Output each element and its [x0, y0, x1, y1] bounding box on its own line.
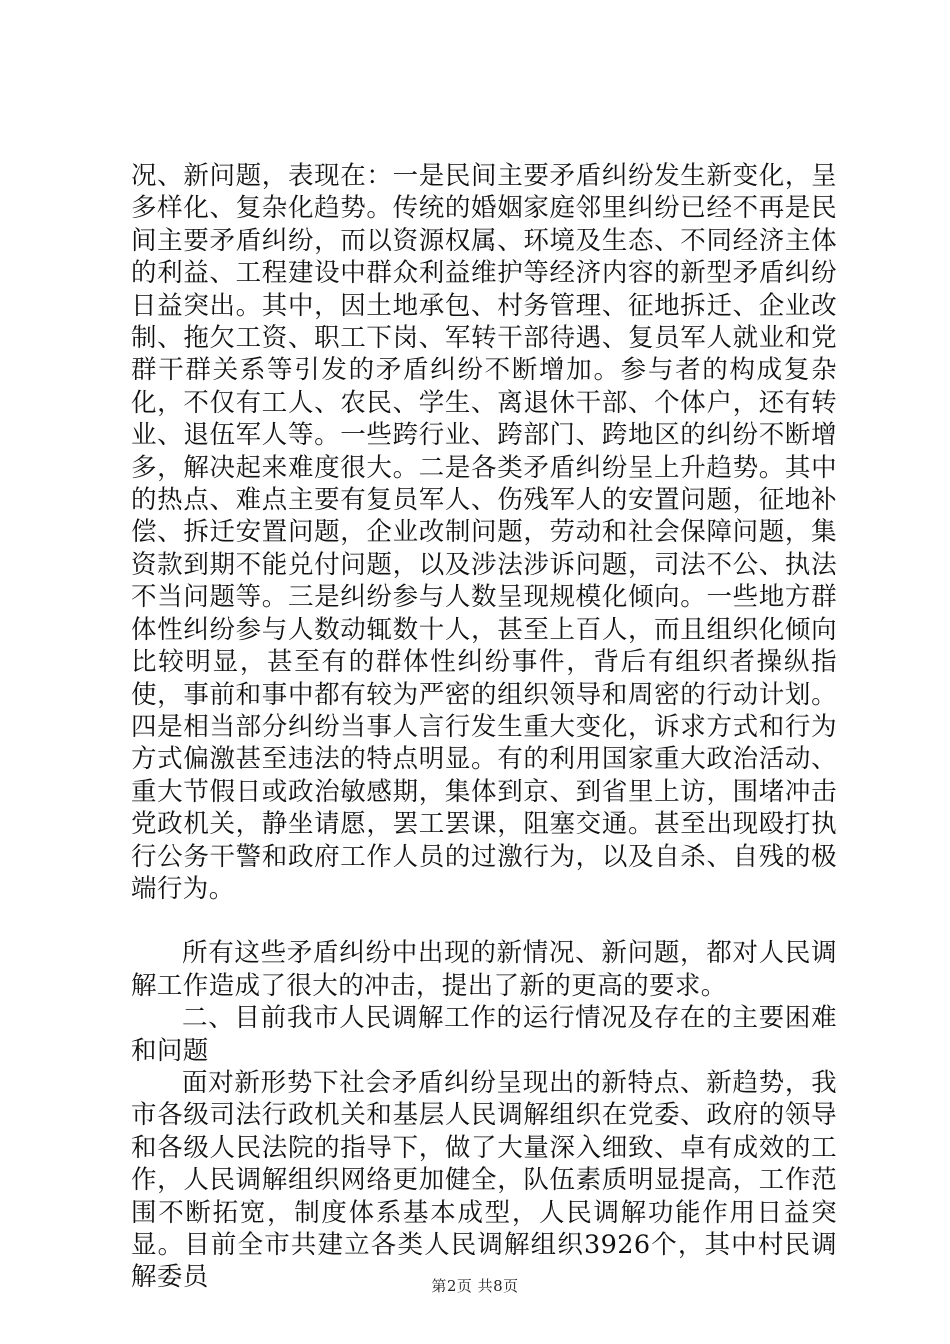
- page-number-footer: 第2页 共8页: [431, 1277, 519, 1295]
- paragraph-continuation: 况、新问题，表现在：一是民间主要矛盾纠纷发生新变化，呈多样化、复杂化趋势。传统的婚姻家庭邻里纠纷已经不再是民间主要矛盾纠纷，而以资源权属、环境及生态、不同经济主体的利益、工程建设中群众利益维护等经济内容的新型矛盾纠纷日益突出。其中，因土地承包、村务管理、征地拆迁、企业改制、拖欠工资、职工下岗、军转干部待遇、复员军人就业和党群干群关系等引发的矛盾纠纷不断增加。参与者的构成复杂化，不仅有工人、农民、学生、离退休干部、个体户，还有转业、退伍军人等。一些跨行业、跨部门、跨地区的纠纷不断增多，解决起来难度很大。二是各类矛盾纠纷呈上升趋势。其中的热点、难点主要有复员军人、伤残军人的安置问题，征地补偿、拆迁安置问题，企业改制问题，劳动和社会保障问题，集资款到期不能兑付问题，以及涉法涉诉问题，司法不公、执法不当问题等。三是纠纷参与人数呈现规模化倾向。一些地方群体性纠纷参与人数动辄数十人，甚至上百人，而且组织化倾向比较明显，甚至有的群体性纠纷事件，背后有组织者操纵指使，事前和事中都有较为严密的组织领导和周密的行动计划。四是相当部分纠纷当事人言行发生重大变化，诉求方式和行为方式偏激甚至违法的特点明显。有的利用国家重大政治活动、重大节假日或政治敏感期，集体到京、到省里上访，围堵冲击党政机关，静坐请愿，罢工罢课，阻塞交通。甚至出现殴打执行公务干警和政府工作人员的过激行为，以及自杀、自残的极端行为。: [131, 161, 837, 904]
- section-heading: 二、目前我市人民调解工作的运行情况及存在的主要困难和问题: [131, 1003, 837, 1066]
- paragraph-operation: 面对新形势下社会矛盾纠纷呈现出的新特点、新趋势，我市各级司法行政机关和基层人民调解组织在党委、政府的领导和各级人民法院的指导下，做了大量深入细致、卓有成效的工作，人民调解组织网络更加健全，队伍素质明显提高，工作范围不断拓宽，制度体系基本成型，人民调解功能作用日益突显。目前全市共建立各类人民调解组织3926个，其中村民调解委员: [131, 1067, 837, 1293]
- paragraph-summary: 所有这些矛盾纠纷中出现的新情况、新问题，都对人民调解工作造成了很大的冲击，提出了新的更高的要求。: [131, 938, 837, 1001]
- document-body: [131, 160, 837, 1294]
